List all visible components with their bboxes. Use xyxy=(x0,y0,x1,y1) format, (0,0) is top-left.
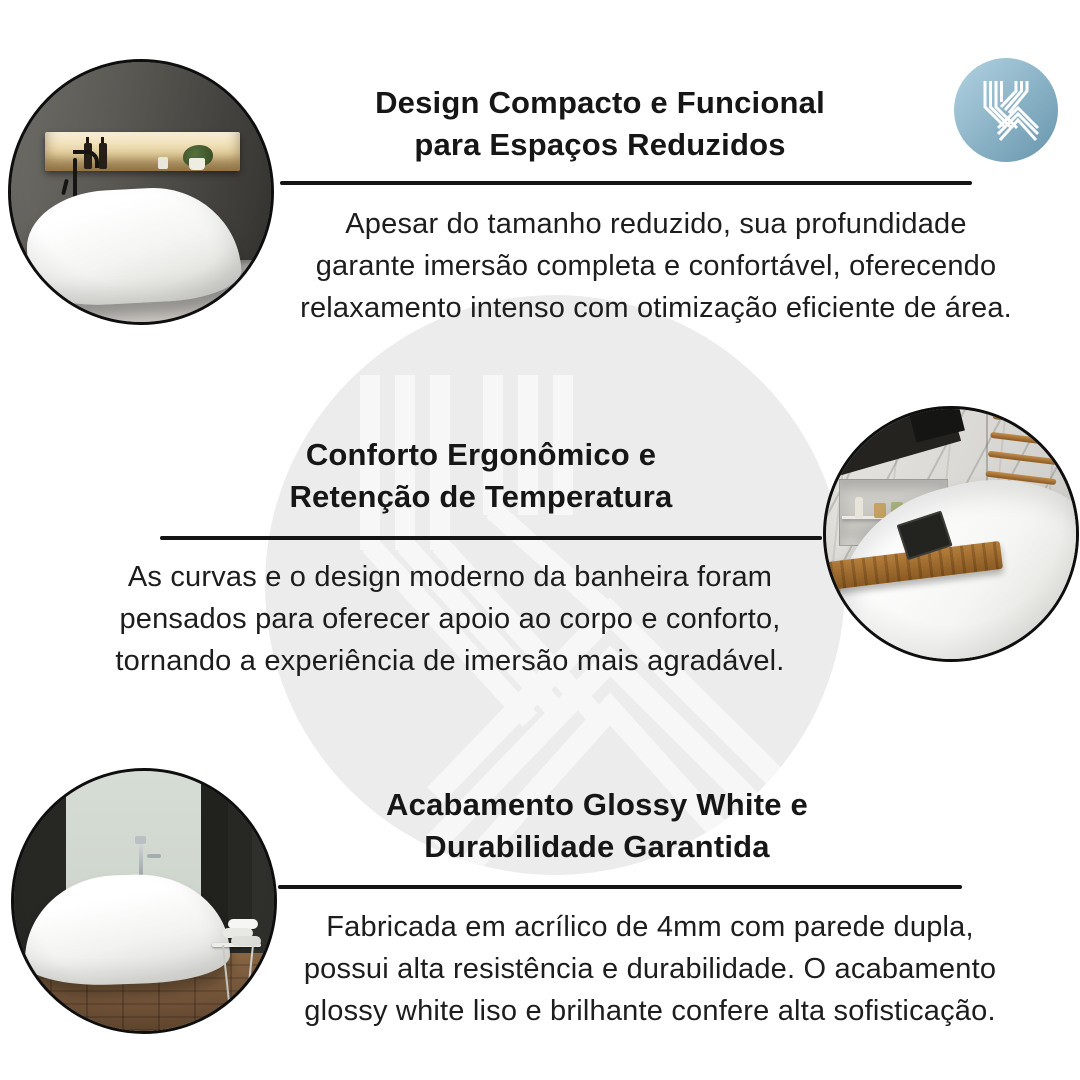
photo3-floor-planks xyxy=(14,953,274,1031)
photo2-wood-faucet xyxy=(954,507,966,533)
section2-heading xyxy=(151,434,811,518)
photo1-wall xyxy=(11,62,271,322)
photo2-tile-seam xyxy=(986,409,988,659)
section1-divider xyxy=(280,181,972,185)
photo3-bathtub xyxy=(23,871,232,987)
photo3-wall-panel xyxy=(66,771,201,1031)
section1-heading xyxy=(240,82,960,166)
section2-divider xyxy=(160,536,822,540)
section3-body xyxy=(244,906,1056,1032)
section3-heading-line2: Durabilidade Garantida xyxy=(424,829,770,864)
section2-heading-line1: Conforto Ergonômico e xyxy=(305,437,657,472)
section1-body-line3: relaxamento intenso com otimização eficiente de área. xyxy=(300,292,1012,324)
photo2-niche-shelf xyxy=(842,516,945,519)
photo3-wood-floor xyxy=(14,953,274,1031)
photo2-marble-wall xyxy=(826,409,1076,659)
section3-body-line1: Fabricada em acrílico de 4mm com parede dupla, xyxy=(326,911,974,943)
photo2-marble-veins xyxy=(826,409,1076,659)
section1-body xyxy=(250,203,1062,329)
photo1-bottle xyxy=(84,143,92,169)
section2-body xyxy=(44,556,856,682)
photo1-hand-shower xyxy=(61,179,69,195)
photo1-backlit-niche xyxy=(45,132,240,171)
photo2-niche xyxy=(839,479,949,546)
photo1-plant-pot xyxy=(189,158,205,170)
photo2-bottle xyxy=(855,497,863,519)
section1-body-line2: garante imersão completa e confortável, oferecendo xyxy=(315,250,997,282)
section2-body-line1: As curvas e o design moderno da banheira foram xyxy=(127,561,773,593)
photo1-plant xyxy=(183,145,213,167)
section2-body-line2: pensados para oferecer apoio ao corpo e conforto, xyxy=(119,603,781,635)
photo2-dark-corner xyxy=(823,406,961,484)
section3-heading-line1: Acabamento Glossy White e xyxy=(386,787,808,822)
photo1-floor-faucet xyxy=(73,158,77,267)
brand-logo xyxy=(954,58,1058,162)
photo2-jar xyxy=(874,503,886,518)
photo2-tablet xyxy=(896,510,952,559)
photo1-bathtub xyxy=(24,184,243,309)
photo3-faucet-head xyxy=(135,836,146,844)
section1-heading-line2: para Espaços Reduzidos xyxy=(414,127,786,162)
section3-body-line3: glossy white liso e brilhante confere alta sofisticação. xyxy=(304,995,996,1027)
photo-bathtub-dark-bathroom xyxy=(8,59,274,325)
photo2-bathtub xyxy=(823,454,1079,662)
photo3-faucet-spout xyxy=(147,854,161,858)
photo2-towel-ladder xyxy=(976,412,1070,502)
photo1-bottle xyxy=(99,143,107,169)
photo1-cup xyxy=(158,157,168,169)
photo3-chrome-faucet xyxy=(139,841,143,885)
section3-divider xyxy=(278,885,962,889)
section1-heading-line1: Design Compacto e Funcional xyxy=(375,85,825,120)
section2-heading-line2: Retenção de Temperatura xyxy=(289,479,673,514)
photo2-jar xyxy=(891,502,903,519)
section1-body-line1: Apesar do tamanho reduzido, sua profundidade xyxy=(345,208,967,240)
photo2-wood-faucet-knob xyxy=(947,527,967,535)
section2-body-line3: tornando a experiência de imersão mais agradável. xyxy=(115,645,785,677)
section3-body-line2: possui alta resistência e durabilidade. O acabamento xyxy=(303,953,997,985)
section3-heading xyxy=(267,784,927,868)
photo-bathtub-marble-bathroom xyxy=(823,406,1079,662)
photo2-mirror xyxy=(907,406,965,442)
photo-bathtub-light-bathroom xyxy=(11,768,277,1034)
photo3-table-leg xyxy=(222,945,230,1002)
photo1-faucet-spout xyxy=(73,150,99,168)
